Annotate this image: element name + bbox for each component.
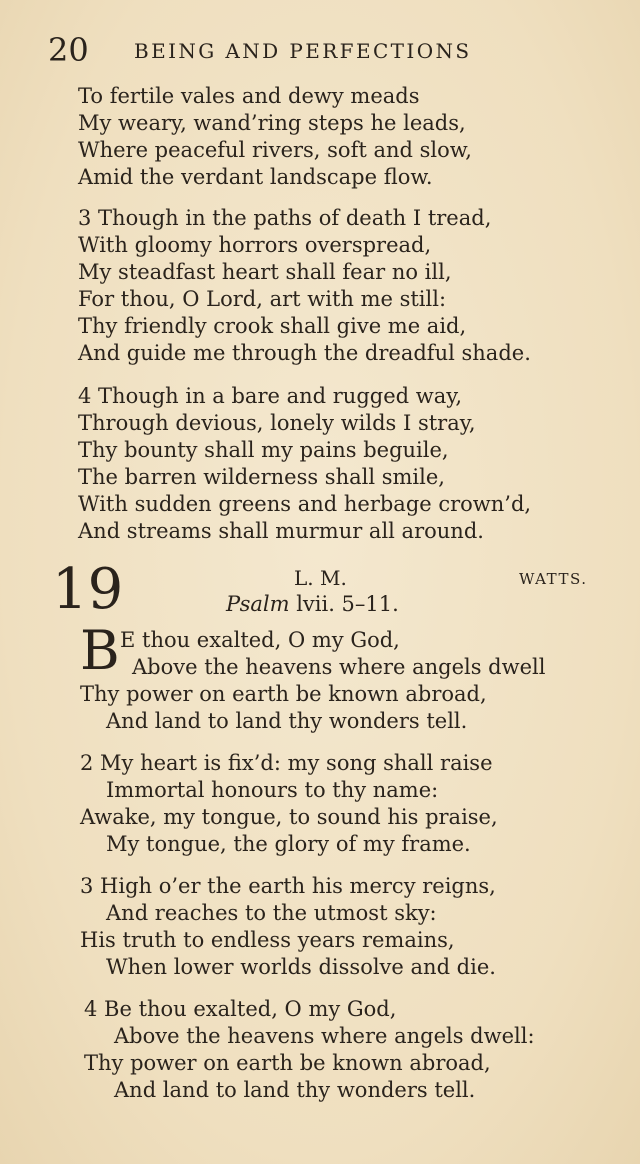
drop-cap: B — [80, 619, 120, 682]
verse-line: 3 High o’er the earth his mercy reigns, — [80, 874, 496, 898]
verse-line: And guide me through the dreadful shade. — [78, 341, 531, 365]
hymn-author: WATTS. — [519, 570, 588, 588]
verse-line: To fertile vales and dewy meads — [78, 84, 420, 108]
verse-line: E thou exalted, O my God, — [120, 628, 400, 652]
verse-line: Immortal honours to thy name: — [106, 778, 439, 802]
verse-line: 4 Though in a bare and rugged way, — [78, 384, 462, 408]
source-book: Psalm — [226, 592, 290, 616]
page-number: 20 — [48, 31, 89, 69]
running-title: BEING AND PERFECTIONS — [134, 39, 472, 63]
verse-line: And streams shall murmur all around. — [78, 519, 484, 543]
verse-line: When lower worlds dissolve and die. — [106, 955, 496, 979]
verse-line: Where peaceful rivers, soft and slow, — [78, 138, 472, 162]
verse-line: With gloomy horrors overspread, — [78, 233, 432, 257]
verse-line: For thou, O Lord, art with me still: — [78, 287, 447, 311]
verse-line: Thy bounty shall my pains beguile, — [78, 438, 449, 462]
verse-line: Above the heavens where angels dwell: — [114, 1024, 535, 1048]
verse-line: His truth to endless years remains, — [80, 928, 455, 952]
verse-line: Thy friendly crook shall give me aid, — [78, 314, 467, 338]
verse-line: And land to land thy wonders tell. — [106, 709, 468, 733]
verse-line: Thy power on earth be known abroad, — [84, 1051, 491, 1075]
verse-line: 3 Though in the paths of death I tread, — [78, 206, 492, 230]
verse-line: 4 Be thou exalted, O my God, — [84, 997, 397, 1021]
verse-line: Through devious, lonely wilds I stray, — [78, 411, 476, 435]
verse-line: Above the heavens where angels dwell — [132, 655, 546, 679]
hymn-meter: L. M. — [294, 566, 347, 590]
verse-line: Thy power on earth be known abroad, — [80, 682, 487, 706]
verse-line: My steadfast heart shall fear no ill, — [78, 260, 452, 284]
verse-line: Amid the verdant landscape flow. — [78, 165, 433, 189]
hymn-number: 19 — [52, 557, 124, 622]
page-header — [48, 30, 608, 70]
verse-line: And reaches to the utmost sky: — [106, 901, 437, 925]
verse-line: My weary, wand’ring steps he leads, — [78, 111, 466, 135]
source-reference: lvii. 5–11. — [296, 592, 399, 616]
hymn-source — [226, 591, 399, 617]
verse-line: My tongue, the glory of my frame. — [106, 832, 471, 856]
verse-line: 2 My heart is fix’d: my song shall raise — [80, 751, 493, 775]
verse-line: The barren wilderness shall smile, — [78, 465, 445, 489]
verse-line: Awake, my tongue, to sound his praise, — [80, 805, 498, 829]
verse-line: With sudden greens and herbage crown’d, — [78, 492, 532, 516]
verse-line: And land to land thy wonders tell. — [114, 1078, 476, 1102]
